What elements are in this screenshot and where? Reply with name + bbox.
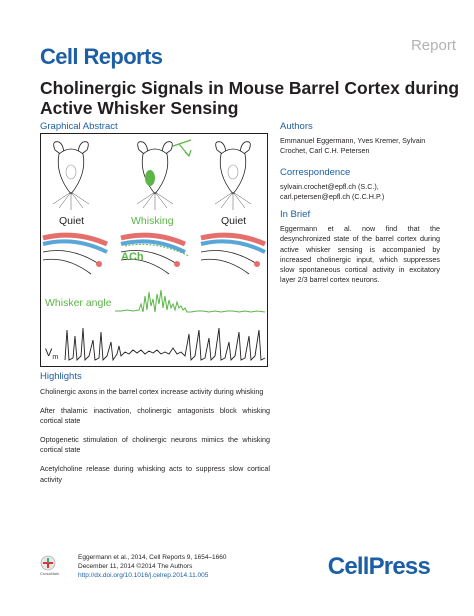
crossmark-text: CrossMark (40, 571, 60, 576)
in-brief-section (280, 209, 440, 286)
citation (78, 553, 227, 580)
correspondence-label: Correspondence (280, 167, 351, 178)
ach-label: ACh (121, 251, 144, 263)
authors-section (280, 121, 440, 157)
cortex-panel-quiet-2 (201, 235, 265, 274)
doi-link[interactable]: http://dx.doi.org/10.1016/j.celrep.2014.11.005 (78, 572, 209, 579)
footer (40, 553, 440, 593)
article-title: Cholinergic Signals in Mouse Barrel Cortex during Active Whisker Sensing (40, 78, 460, 118)
vm-label: $V_m$ (45, 347, 59, 361)
in-brief-text: Eggermann et al. now find that the desynchronized state of the barrel cortex during active whisker sensing is accompanied by increased cholinergic input, which suppresses slow spontaneous cortical activity in excitatory layer 2/3 barrel cortex neurons. (280, 224, 440, 285)
correspondence-section (280, 167, 440, 203)
mouse-head-quiet-1 (53, 142, 89, 210)
crossmark-icon (40, 555, 56, 571)
highlight-item: Acetylcholine release during whisking acts to suppress slow cortical activity (40, 463, 270, 484)
vm-trace (65, 328, 265, 360)
mouse-head-quiet-2 (215, 142, 251, 210)
correspondence-email-2[interactable]: carl.petersen@epfl.ch (C.C.H.P.) (280, 192, 385, 202)
highlight-item: Cholinergic axons in the barrel cortex increase activity during whisking (40, 387, 264, 396)
citation-line-2: December 11, 2014 ©2014 The Authors (78, 563, 193, 570)
state-label-quiet-2: Quiet (221, 215, 247, 227)
author-names: Emmanuel Eggermann, Yves Kremer, Sylvain Crochet, Carl C.H. Petersen (280, 136, 426, 156)
journal-title: Cell Reports (40, 44, 163, 69)
publisher-logo: CellPress (327, 553, 430, 580)
graphical-abstract-figure (41, 134, 268, 367)
whisker-angle-trace (115, 290, 265, 312)
state-label-quiet-1: Quiet (59, 215, 85, 227)
in-brief-label: In Brief (280, 209, 311, 220)
highlight-item: After thalamic inactivation, cholinergic antagonists block whisking cortical state (40, 405, 270, 426)
highlight-item: Optogenetic stimulation of cholinergic neurons mimics the whisking cortical state (40, 434, 270, 455)
highlights-section (40, 371, 270, 493)
cortex-panel-quiet-1 (43, 235, 107, 274)
highlights-label: Highlights (40, 371, 82, 382)
state-label-whisking: Whisking (131, 215, 174, 227)
mouse-head-whisking (137, 140, 191, 210)
crossmark-logo[interactable] (40, 555, 72, 579)
graphical-abstract-label: Graphical Abstract (40, 121, 118, 132)
whisker-angle-label: Whisker angle (45, 297, 112, 309)
article-type: Report (410, 37, 456, 54)
authors-label: Authors (280, 121, 313, 132)
citation-line-1: Eggermann et al., 2014, Cell Reports 9, 1654–1660 (78, 554, 227, 561)
graphical-abstract (40, 133, 268, 367)
correspondence-email-1[interactable]: sylvain.crochet@epfl.ch (S.C.), (280, 182, 379, 191)
